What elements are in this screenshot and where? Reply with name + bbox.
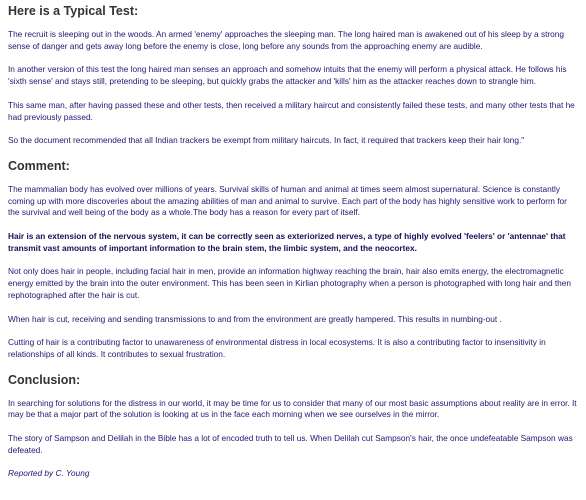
bold-paragraph: Hair is an extension of the nervous system, it can be correctly seen as exteriorized nerves, a type of highly evolved 'feelers' or 'antennae' that transmit vast amounts of important information to the brain stem, the limbic system, and the neocortex. [8, 231, 566, 253]
paragraph: In searching for solutions for the distress in our world, it may be time for us to consider that many of our most basic assumptions about reality are in error. It may be that a major part of the solution is looking at us in the face each morning when we see ourselves in the mirror. [8, 397, 577, 420]
paragraph: When hair is cut, receiving and sending transmissions to and from the environment are greatly hampered. This results in numbing-out . [8, 313, 502, 324]
paragraph: Not only does hair in people, including facial hair in men, provide an information highway reaching the brain, hair also emits energy, the electromagnetic energy emitted by the brain into the outer environment. This has been seen in Kirlian photography when a person is photographed with long hair and then rephotographed after the hair is cut. [8, 266, 572, 300]
section-heading-comment: Comment: [8, 158, 70, 173]
section-heading-typical-test: Here is a Typical Test: [8, 4, 139, 18]
paragraph: The mammalian body has evolved over millions of years. Survival skills of human and animal at times seem almost supernatural. Science is constantly coming up with more discoveries about the amazing abilities of man and animal to survive. Each part of the body has highly sensitive work to perform for the survival and well being of the body as a whole.The body has a reason for every part of itself. [8, 183, 567, 218]
author-signature: Reported by C. Young [8, 468, 90, 479]
paragraph: This same man, after having passed these and other tests, then received a military haircut and consistently failed these tests, and many other tests that he had previously passed. [8, 99, 575, 122]
paragraph: The story of Sampson and Delilah in the Bible has a lot of encoded truth to tell us. When Delilah cut Sampson's hair, the once undefeatable Sampson was defeated. [8, 433, 573, 455]
section-heading-conclusion: Conclusion: [8, 372, 81, 387]
paragraph: In another version of this test the long haired man senses an approach and somehow intuits that the enemy will perform a physical attack. He follows his 'sixth sense' and stays still, pretending to be sleeping, but quickly grabs the attacker and 'kills' him as the attacker reaches down to strangle him. [8, 64, 567, 87]
paragraph: Cutting of hair is a contributing factor to unawareness of environmental distress in local ecosystems. It is also a contributing factor to insensitivity in relationships of all kinds. It contributes to sexual frustration. [8, 337, 546, 359]
paragraph: So the document recommended that all Indian trackers be exempt from military haircuts. In fact, it required that trackers keep their hair long." [8, 135, 525, 146]
paragraph: The recruit is sleeping out in the woods. An armed 'enemy' approaches the sleeping man. The long haired man is awakened out of his sleep by a strong sense of danger and gets away long before the enemy is close, long before any sounds from the approaching enemy are audible. [8, 29, 565, 51]
